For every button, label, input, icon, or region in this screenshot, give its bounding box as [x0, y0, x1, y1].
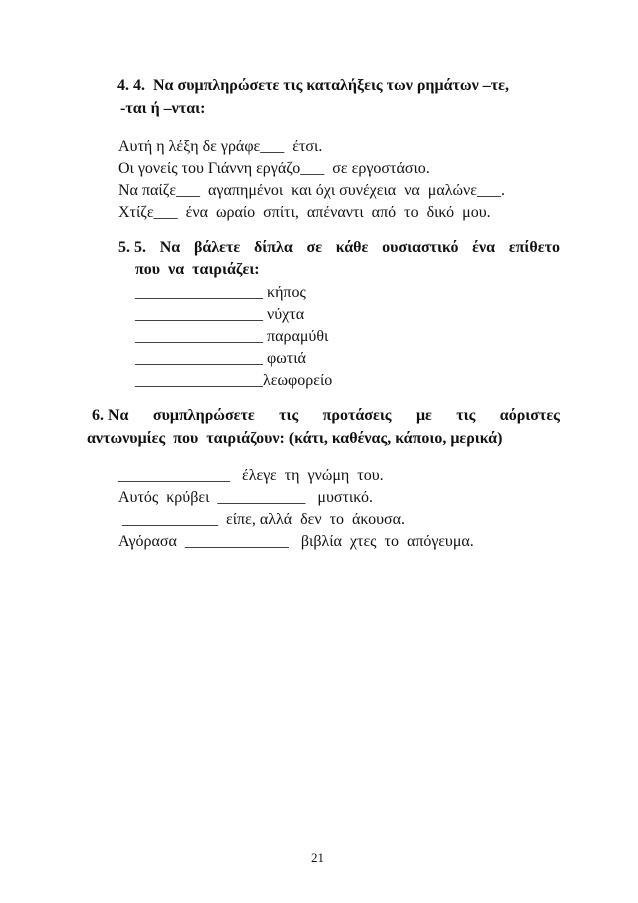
- page-number: 21: [311, 850, 324, 865]
- exercise6-title-word: συμπληρώσετε: [152, 407, 255, 424]
- exercise5-title-word: Να: [159, 239, 181, 256]
- exercise4-title-line2: -ται ή –νται:: [120, 100, 206, 117]
- exercise4-title-line1: 4. 4. Να συμπληρώσετε τις καταλήξεις των ρημάτων –τε,: [117, 77, 509, 94]
- exercise6-title-word: με: [415, 407, 432, 424]
- exercise6-title-word: αόριστες: [499, 407, 560, 424]
- exercise5-blank-item: ________________ φωτιά: [135, 350, 306, 367]
- exercise5-blank-item: ________________λεωφορείο: [135, 372, 333, 389]
- exercise4-sentence-3: Να παίζε___ αγαπημένοι και όχι συνέχεια να μαλώνε___.: [118, 182, 506, 199]
- exercise6-sentence-3: ____________ είπε, αλλά δεν το άκουσα.: [118, 511, 406, 528]
- exercise5-title-word: 5. 5.: [118, 239, 146, 256]
- exercise5-blank-item: ________________ νύχτα: [135, 306, 305, 323]
- exercise5-title-word: κάθε: [335, 239, 369, 256]
- exercise6-sentence-4: Αγόρασα _____________ βιβλία χτες το απόγευμα.: [118, 533, 474, 550]
- exercise6-sentence-2: Αυτός κρύβει ___________ μυστικό.: [118, 489, 373, 506]
- exercise6-title-word: τις: [279, 407, 299, 424]
- exercise6-title-line2: αντωνυμίες που ταιριάζουν: (κάτι, καθένας, κάποιο, μερικά): [87, 430, 503, 447]
- exercise6-title-word: 6. Να: [92, 407, 129, 424]
- exercise5-title-word: επίθετο: [508, 239, 560, 256]
- exercise5-title-word: ένα: [472, 239, 496, 256]
- exercise5-title-line1: [118, 240, 560, 256]
- exercise5-title-word: δίπλα: [253, 239, 293, 256]
- exercise5-blank-item: ________________ κήπος: [135, 284, 306, 301]
- exercise4-sentence-2: Οι γονείς του Γιάννη εργάζο___ σε εργοστάσιο.: [118, 160, 430, 177]
- exercise6-title-word: τις: [456, 407, 476, 424]
- exercise5-title-word: βάλετε: [193, 239, 241, 256]
- exercise4-sentence-4: Χτίζε___ ένα ωραίο σπίτι, απέναντι από το δικό μου.: [118, 204, 491, 221]
- exercise5-blank-item: ________________ παραμύθι: [135, 328, 329, 345]
- exercise5-title-word: ουσιαστικό: [382, 239, 459, 256]
- exercise5-title-word: σε: [306, 239, 323, 256]
- exercise6-sentence-1: ______________ έλεγε τη γνώμη του.: [118, 467, 384, 484]
- exercise5-title-line2: που να ταιριάζει:: [135, 261, 260, 278]
- exercise6-title-line1: [92, 408, 560, 424]
- exercise4-sentence-1: Αυτή η λέξη δε γράφε___ έτσι.: [118, 138, 323, 155]
- exercise6-title-word: προτάσεις: [322, 407, 392, 424]
